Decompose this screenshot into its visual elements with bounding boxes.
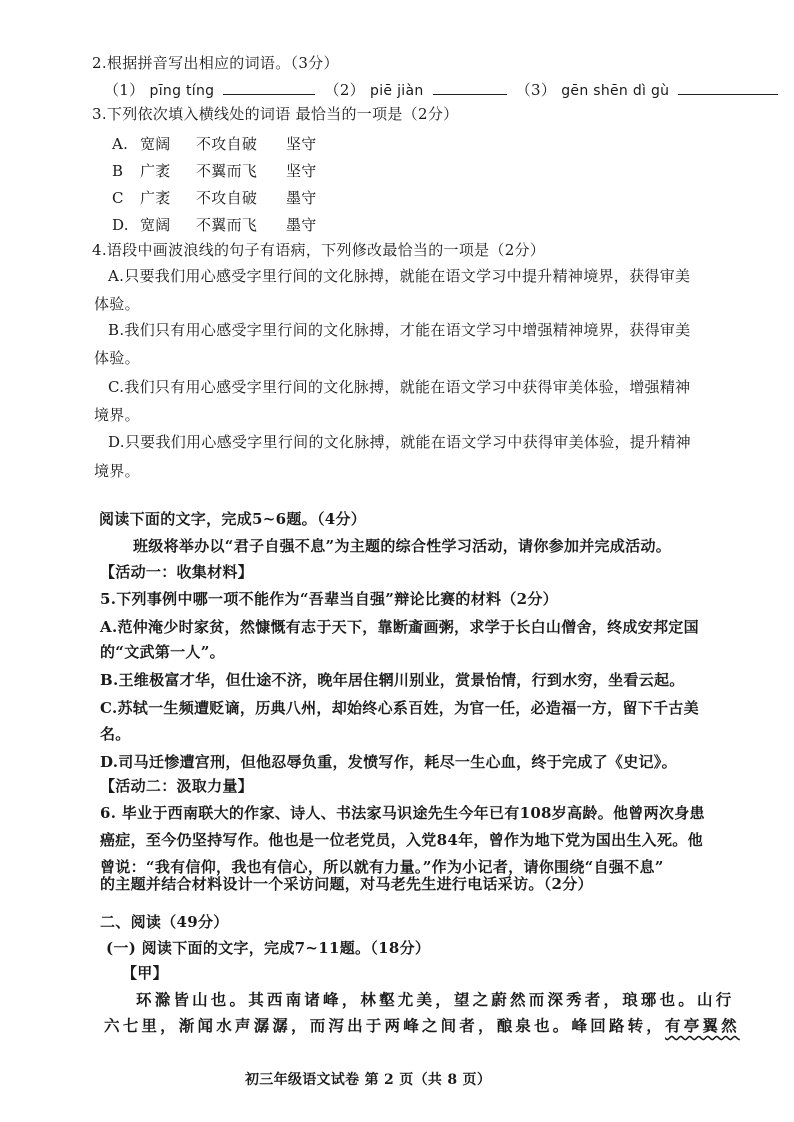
q5-option-b[interactable]: B.王维极富才华，但仕途不济，晚年居住辋川别业，赏景怡情，行到水穷，坐看云起。 [100, 671, 685, 689]
q4-option-d-line2: 境界。 [94, 462, 140, 480]
q4-option-a-line1[interactable]: A.只要我们用心感受字里行间的文化脉搏，就能在语文学习中提升精神境界，获得审美 [108, 267, 691, 285]
q3-option-word1: 宽阔 [140, 216, 171, 234]
q3-option-word2: 不翼而飞 [196, 162, 258, 180]
q4-option-c-line2: 境界。 [94, 406, 140, 424]
q3-option-d[interactable] [112, 215, 317, 235]
q3-option-word1: 广袤 [140, 189, 171, 207]
q5-option-a-line1[interactable]: A.范仲淹少时家贫，然慷慨有志于天下，靠断齑画粥，求学于长白山僧舍，终成安邦定国 [100, 618, 699, 636]
q4-option-d-line1[interactable]: D.只要我们用心感受字里行间的文化脉搏，就能在语文学习中获得审美体验，提升精神 [108, 433, 691, 451]
q2-item2-label: （2） [324, 81, 365, 99]
q5-stem: 5.下列事例中哪一项不能作为“吾辈当自强”辩论比赛的材料（2分） [100, 590, 558, 608]
q2-item1-label: （1） [104, 81, 145, 99]
q2-item1-blank[interactable] [223, 80, 315, 95]
q3-option-a[interactable] [112, 134, 317, 154]
q2-item1-pinyin: pīng tíng [149, 83, 215, 99]
activity2-heading: 【活动二：汲取力量】 [100, 777, 254, 795]
q3-option-c[interactable] [112, 188, 317, 208]
q5-option-a-line2: 的“文武第一人”。 [100, 643, 225, 661]
q5-option-d[interactable]: D.司马迁惨遭宫刑，但他忍辱负重，发愤写作，耗尽一生心血，终于完成了《史记》。 [100, 753, 677, 771]
q6-line3: 曾说：“我有信仰，我也有信心，所以就有力量。”作为小记者，请你围绕“自强不息” [100, 858, 664, 876]
q2-stem: 2.根据拼音写出相应的词语。（3分） [92, 54, 339, 72]
q3-option-word3: 坚守 [286, 162, 317, 180]
passage-jia-label: 【甲】 [122, 964, 168, 982]
q4-stem: 4.语段中画波浪线的句子有语病，下列修改最恰当的一项是（2分） [92, 241, 546, 259]
q2-item2-blank[interactable] [433, 80, 507, 95]
q3-option-word3: 墨守 [286, 189, 317, 207]
section2-subtitle: (一) 阅读下面的文字，完成7~11题。（18分） [106, 939, 431, 957]
q3-option-word2: 不翼而飞 [196, 216, 258, 234]
reading56-description: 班级将举办以“君子自强不息”为主题的综合性学习活动，请你参加并完成活动。 [133, 537, 672, 555]
q4-option-b-line2: 体验。 [94, 349, 140, 367]
q3-option-word2: 不攻自破 [196, 189, 258, 207]
passage-line1: 环滁皆山也。其西南诸峰，林壑尤美，望之蔚然而深秀者，琅琊也。山行 [136, 990, 735, 1009]
q3-stem: 3.下列依次填入横线处的词语 最恰当的一项是（2分） [92, 105, 459, 123]
section2-title: 二、阅读（49分） [100, 913, 229, 931]
q2-item3-pinyin: gēn shēn dì gù [561, 83, 670, 99]
q3-option-word3: 坚守 [286, 135, 317, 153]
q3-option-word1: 宽阔 [140, 135, 171, 153]
passage-line2 [104, 1016, 740, 1036]
q2-item3-blank[interactable] [678, 80, 778, 95]
page-footer: 初三年级语文试卷 第 2 页（共 8 页） [245, 1072, 492, 1088]
passage-line2-text: 六七里，渐闻水声潺潺，而泻出于两峰之间者，酿泉也。峰回路转， [104, 1016, 666, 1035]
q4-option-c-line1[interactable]: C.我们只有用心感受字里行间的文化脉搏，就能在语文学习中获得审美体验，增强精神 [108, 378, 691, 396]
q2-item2-pinyin: piē jiàn [370, 83, 424, 99]
passage-underlined-phrase: 有亭翼然 [665, 1016, 740, 1035]
q3-option-letter: A. [112, 135, 129, 153]
q2-items [104, 80, 782, 101]
q3-option-letter: D. [112, 216, 129, 234]
q3-option-letter: C [112, 189, 124, 207]
q4-option-b-line1[interactable]: B.我们只有用心感受字里行间的文化脉搏，才能在语文学习中增强精神境界，获得审美 [108, 321, 691, 339]
q6-line4: 的主题并结合材料设计一个采访问题，对马老先生进行电话采访。（2分） [100, 875, 593, 893]
q3-option-word2: 不攻自破 [196, 135, 258, 153]
q5-option-c-line2: 名。 [100, 725, 131, 743]
q5-option-c-line1[interactable]: C.苏轼一生频遭贬谪，历典八州，却始终心系百姓，为官一任，必造福一方，留下千古美 [100, 699, 699, 717]
q6-line1: 6. 毕业于西南联大的作家、诗人、书法家马识途先生今年已有108岁高龄。他曾两次身患 [100, 804, 705, 822]
q3-option-word3: 墨守 [286, 216, 317, 234]
activity1-heading: 【活动一：收集材料】 [100, 563, 254, 581]
q3-option-letter: B [112, 162, 124, 180]
reading56-intro: 阅读下面的文字，完成5~6题。（4分） [99, 510, 367, 528]
q3-option-b[interactable] [112, 161, 317, 181]
q3-option-word1: 广袤 [140, 162, 171, 180]
q4-option-a-line2: 体验。 [94, 295, 140, 313]
q2-item3-label: （3） [515, 81, 557, 99]
q6-line2: 癌症，至今仍坚持写作。他也是一位老党员，入党84年，曾作为地下党为国出生入死。他 [100, 831, 703, 849]
